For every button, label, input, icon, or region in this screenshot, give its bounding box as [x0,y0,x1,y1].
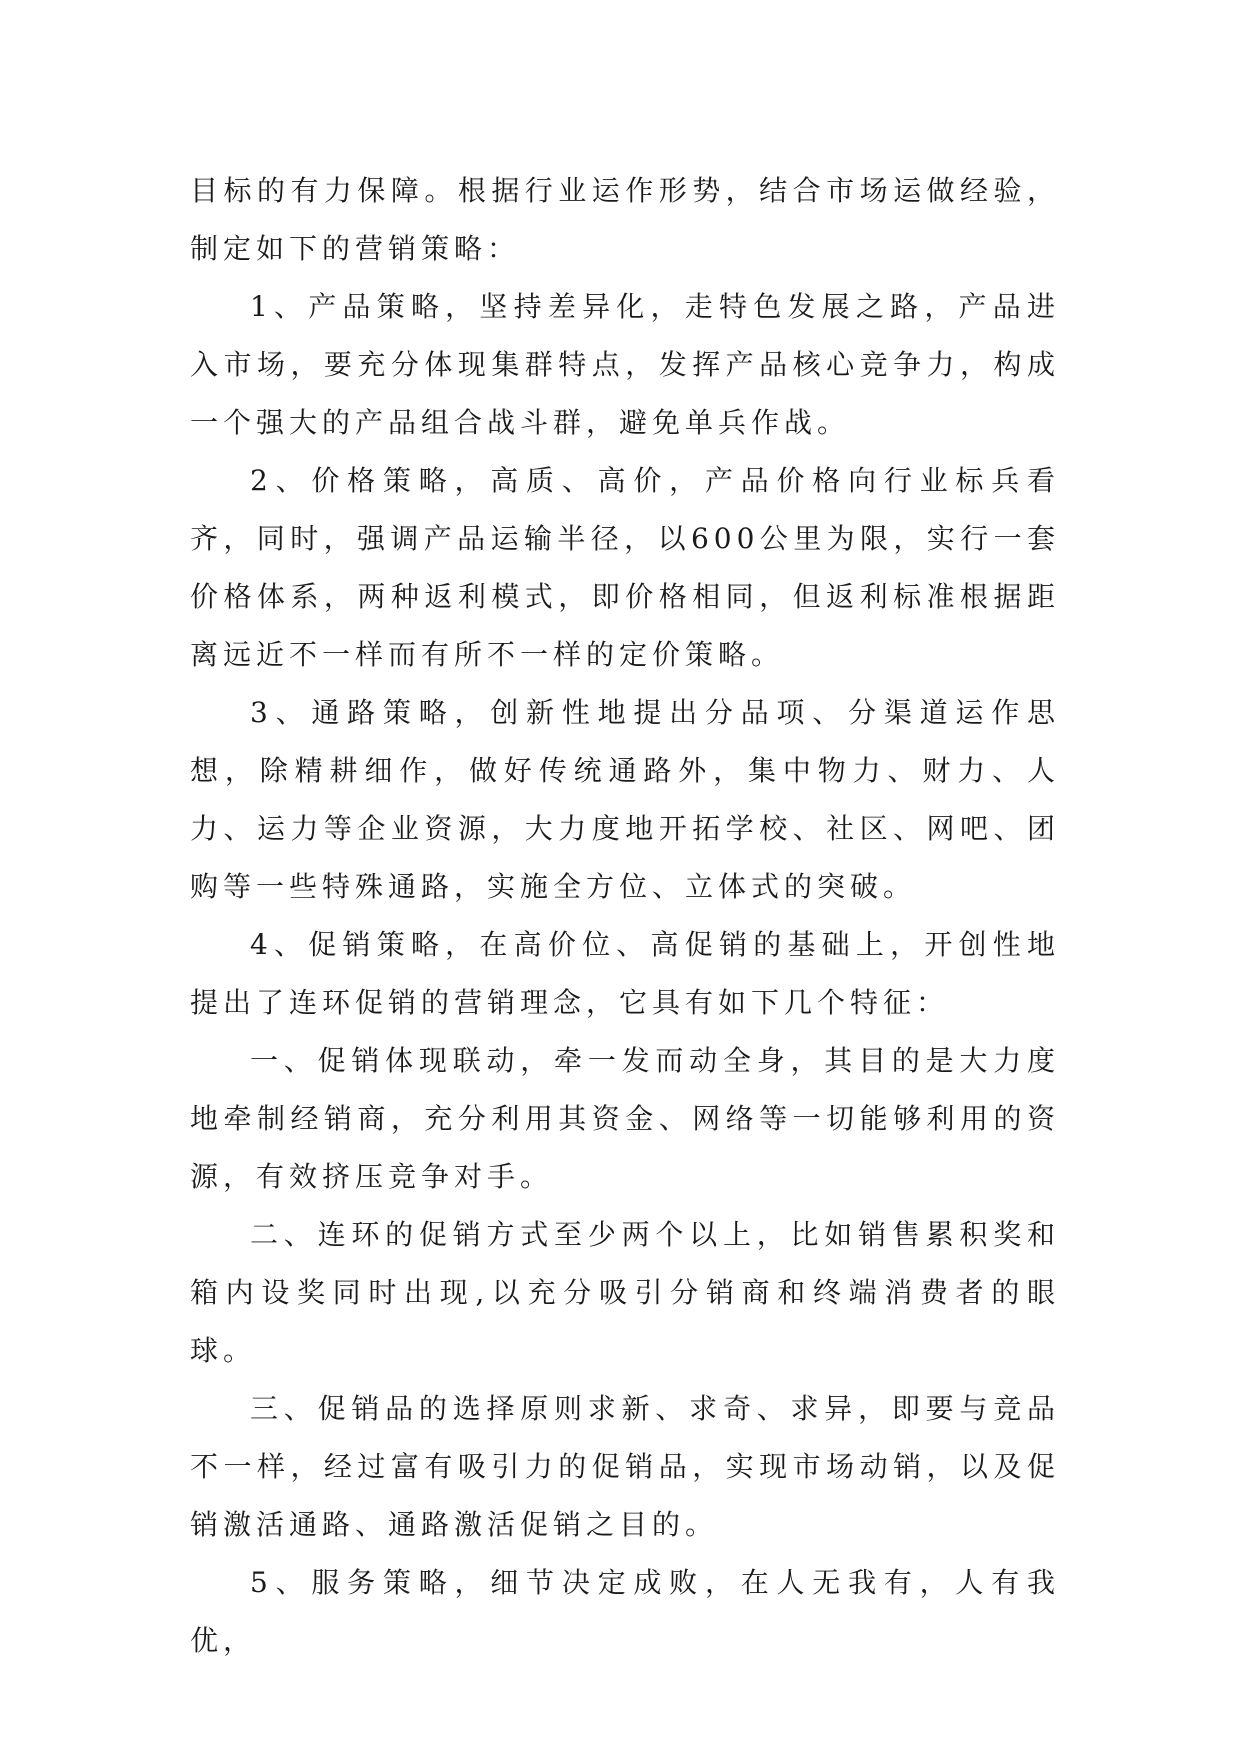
paragraph-promotion-feature-2: 二、连环的促销方式至少两个以上，比如销售累积奖和箱内设奖同时出现,以充分吸引分销商和终端消费者的眼球。 [190,1218,1060,1367]
paragraph-channel-strategy: 3、通路策略，创新性地提出分品项、分渠道运作思想，除精耕细作，做好传统通路外，集中物力、财力、人力、运力等企业资源，大力度地开拓学校、社区、网吧、团购等一些特殊通路，实施全方位、立体式的突破。 [190,696,1060,903]
paragraph-promotion-feature-3: 三、促销品的选择原则求新、求奇、求异，即要与竞品不一样，经过富有吸引力的促销品，实现市场动销，以及促销激活通路、通路激活促销之目的。 [190,1392,1060,1541]
paragraph-service-strategy: 5、服务策略，细节决定成败，在人无我有，人有我优， [190,1566,1060,1657]
paragraph-price-strategy: 2、价格策略，高质、高价，产品价格向行业标兵看齐，同时，强调产品运输半径，以600公里为限，实行一套价格体系，两种返利模式，即价格相同，但返利标准根据距离远近不一样而有所不一样的定价策略。 [190,464,1060,671]
paragraph-promotion-feature-1: 一、促销体现联动，牵一发而动全身，其目的是大力度地牵制经销商，充分利用其资金、网络等一切能够利用的资源，有效挤压竞争对手。 [190,1044,1060,1193]
paragraph-promotion-strategy: 4、促销策略，在高价位、高促销的基础上，开创性地提出了连环促销的营销理念，它具有如下几个特征： [190,928,1060,1019]
paragraph-product-strategy: 1、产品策略，坚持差异化，走特色发展之路，产品进入市场，要充分体现集群特点，发挥产品核心竞争力，构成一个强大的产品组合战斗群，避免单兵作战。 [190,290,1060,439]
document-body [190,162,1060,1670]
paragraph-intro: 目标的有力保障。根据行业运作形势，结合市场运做经验，制定如下的营销策略： [190,174,1060,265]
